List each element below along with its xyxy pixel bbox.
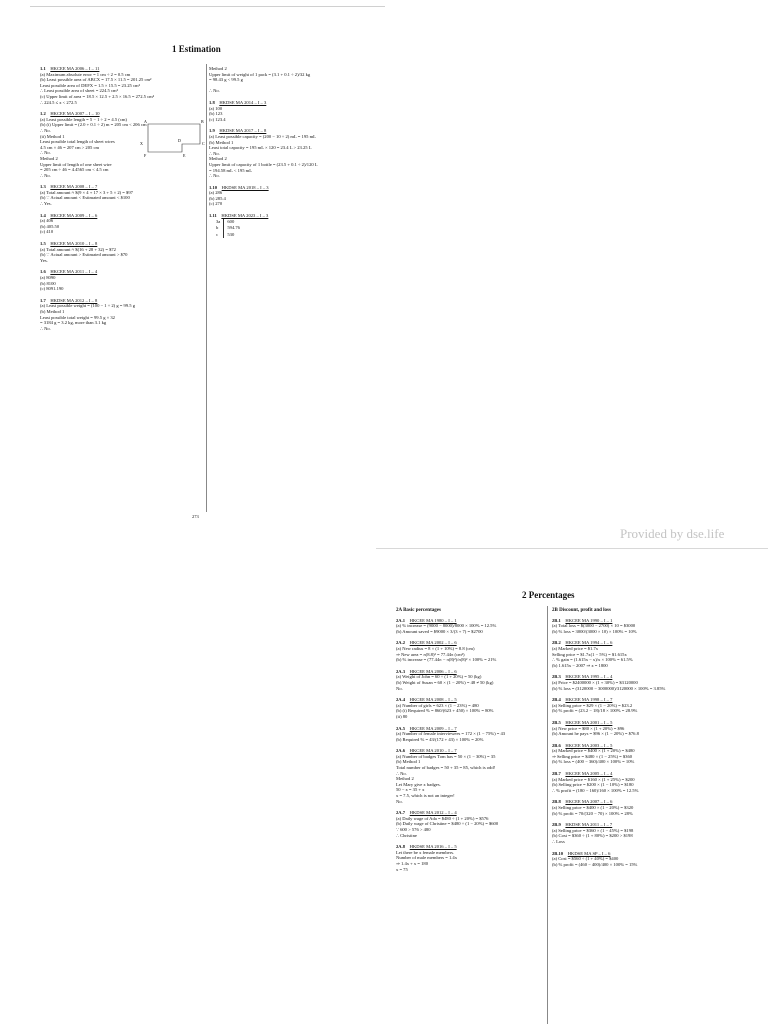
question-source: HKDSE MA 2017 – I – 8 [219, 128, 267, 134]
solution-line: = 194.58 mL < 195 mL [209, 167, 253, 173]
answer-part: b [213, 225, 224, 232]
solution-line: (a) Least possible weight = (100 − 1 ÷ 2) g = 99.5 g [40, 303, 136, 309]
solution-line: ∵ 600 > 576 > 480 [396, 827, 431, 832]
question-source: HKDSE MA 2016 – I – 5 [409, 844, 457, 850]
solution-block [396, 697, 568, 719]
solution-block [209, 66, 379, 94]
solution-line: (c) 410 [40, 229, 54, 235]
solution-line: (b) Amount saved = $9000 × 3/(3 + 7) = $2700 [396, 628, 483, 634]
solution-line: (ii) 80 [396, 713, 408, 719]
question-number: 2A.4 [396, 697, 406, 703]
solution-line: No. [396, 798, 403, 804]
question-number: 2B.6 [552, 742, 561, 748]
solution-line: Least possible area of DEFX = 1.5 × 15.5 = 23.25 cm² [40, 82, 140, 88]
label-b: B [201, 119, 204, 124]
solution-line: (b) Daily wage of Christine = $480 ÷ (1 − 20%) = $600 [396, 821, 499, 827]
sheet-outline [148, 124, 200, 152]
question-number: 1.2 [40, 111, 46, 117]
solution-block [396, 810, 568, 838]
question-number: 2B.3 [552, 674, 561, 680]
solution-block [396, 618, 568, 635]
chapter-title: 1 Estimation [172, 44, 221, 54]
solution-line: (a) Least possible capacity = (200 − 10 ÷ 2) mL = 195 mL [209, 133, 316, 139]
solution-line: ∴ No. [209, 173, 220, 179]
question-source: HKCEE MA 1990 – I – 1 [565, 617, 613, 623]
question-number: 1.10 [209, 184, 218, 190]
page-number: 273 [192, 514, 199, 519]
section-heading-2b: 2B Discount, profit and loss [552, 608, 611, 613]
question-source: HKCEE MA 1980 – I – 1 [409, 617, 457, 623]
solution-line: (b) Method 1 [209, 139, 234, 145]
solution-line: (a) % increase = (9000 − 8000)/8000 × 100% = 12.5% [396, 623, 497, 629]
solution-line: (a) Marked price = $1.7x [552, 645, 599, 651]
column-divider [547, 606, 548, 1024]
solution-line: (b) % profit = (23.2 − 18)/18 × 100% = 28.9% [552, 708, 638, 714]
question-source: HKCEE MA 2002 – I – 6 [409, 640, 457, 646]
solution-line: (a) Cost = $560 ÷ (1 + 40%) = $400 [552, 856, 619, 862]
solution-line: (a) Total loss = $(3000 − 2700) × 10 = $3000 [552, 623, 636, 629]
solution-line: (b) 405.50 [40, 223, 60, 229]
solution-block [40, 213, 208, 235]
solution-line: ⇒ New area = π(8.8)² = 77.44π (cm²) [396, 651, 465, 657]
solution-line: Least possible total length of sheet wires [40, 139, 115, 145]
answer-value: 530 [227, 231, 235, 237]
question-number: 1.3 [40, 184, 46, 190]
question-number: 1.8 [209, 99, 215, 105]
solution-line: (b) 8100 [40, 280, 56, 286]
solution-line: (b) % increase = (77.44π − π(8)²)/π(8)² × 100% = 21% [396, 657, 497, 663]
solution-line: (b) (i) Required % = 860/(623 + 450) × 100% = 80% [396, 708, 494, 714]
solution-line: (a) Price = $2400000 × (1 + 30%) = $3120000 [552, 679, 638, 685]
solution-line: (a) Number of female interviewees = 172 × (1 − 75%) = 43 [396, 731, 506, 737]
solution-line: (b) Selling price = $200 × (1 − 10%) = $180 [552, 782, 634, 788]
solution-line: (a) 100 [209, 105, 223, 111]
answer-row [213, 232, 243, 239]
solution-block [552, 851, 762, 868]
solution-line: (a) 406 [40, 218, 54, 224]
label-d: D [178, 138, 181, 143]
solution-line: (c) 8091.190 [40, 286, 64, 292]
question-source: HKCEE MA 2010 – I – 7 [409, 748, 457, 754]
solution-block [209, 213, 379, 219]
area-diagram [140, 118, 210, 158]
right-column-content [552, 618, 762, 868]
solution-block [209, 185, 379, 207]
label-x: X [140, 141, 143, 146]
solution-block [552, 743, 762, 765]
solution-line: ∴ No. [40, 325, 51, 331]
solution-line: ∴ No. [396, 770, 407, 776]
question-number: 1.9 [209, 128, 215, 134]
question-source: HKCEE MA 1998 – I – 7 [565, 697, 613, 703]
solution-line: x = 7.5, which is not an integer! [396, 793, 455, 799]
solution-line: (a) Selling price = $400 × (1 − 20%) = $320 [552, 805, 634, 811]
solution-block [40, 269, 208, 291]
solution-line: 4.5 cm × 46 = 207 cm > 205 cm [40, 144, 100, 150]
solution-line: (a) 8090 [40, 275, 56, 280]
solution-line: Method 2 [396, 776, 414, 782]
solution-line: = 98.43 g < 99.5 g [209, 77, 243, 83]
solution-line: (a) Selling price = $360 × (1 − 45%) = $198 [552, 827, 634, 833]
solution-line: = 205 cm ÷ 46 = 4.4565 cm < 4.5 cm [40, 167, 109, 173]
question-source: HKCEE MA 2001 – I – 5 [565, 719, 613, 725]
answer-table [213, 219, 243, 239]
solution-line: Selling price = $1.7x(1 − 5%) = $1.615x [552, 651, 627, 657]
solution-block [552, 618, 762, 635]
question-number: 1.6 [40, 269, 46, 275]
solution-block [396, 726, 568, 743]
chapter-title: 2 Percentages [522, 590, 575, 600]
question-number: 2B.1 [552, 617, 561, 623]
solution-line: (a) 286 [209, 190, 223, 196]
question-source: HKDSE MA 2011 – I – 7 [565, 822, 613, 828]
question-source: HKCEE MA 2008 – I – 7 [50, 184, 98, 190]
solution-line: ∴ Least possible area of sheet = 224.5 cm² [40, 88, 118, 94]
page-top-rule [376, 548, 768, 549]
question-number: 2B.4 [552, 697, 561, 703]
question-number: 2B.10 [552, 850, 564, 856]
right-column [552, 608, 762, 867]
question-number: 2A.1 [396, 617, 406, 623]
solution-line: ∴ % profit = (180 − 160)/160 × 100% = 12.5% [552, 787, 639, 793]
solution-line: (b) (i) Upper limit = (2.0 + 0.1 ÷ 2) m = 205 cm < 206 cm [40, 122, 147, 128]
solution-line: (b) % profit = 70/(320 − 70) × 100% = 28% [552, 810, 633, 816]
question-number: 2A.3 [396, 668, 406, 674]
solution-line: (b) Cost = $360 ÷ (1 + 80%) = $200 > $198 [552, 833, 633, 839]
solution-block [396, 844, 568, 872]
solution-line: Least total capacity = 195 mL × 120 = 23.4 L > 23.25 L [209, 145, 312, 151]
solution-line: (c) 123.4 [209, 116, 226, 122]
question-number: 2A.5 [396, 725, 406, 731]
label-a: A [144, 119, 147, 124]
solution-line: ∴ Yes. [40, 201, 52, 207]
solution-line: Method 2 [209, 66, 227, 71]
solution-block [552, 674, 762, 691]
solution-line: Upper limit of capacity of 1 bottle = (23.5 + 0.1 ÷ 2)/120 L [209, 161, 318, 167]
solution-line: Upper limit of weight of 1 pack = (3.1 + 0.1 ÷ 2)/32 kg [209, 71, 311, 77]
question-source: HKCEE MA 2011 – I – 4 [50, 269, 98, 275]
solution-block [552, 720, 762, 737]
question-number: 1.7 [40, 297, 46, 303]
left-column [40, 66, 208, 331]
question-source: HKCEE MA 2006 – I – 6 [409, 668, 457, 674]
question-number: 1.11 [209, 213, 217, 219]
question-source: HKCEE MA 2005 – I – 4 [565, 771, 613, 777]
question-source: HKCEE MA 2008 – I – 5 [409, 697, 457, 703]
question-source: HKCEE MA 2009 – I – 7 [409, 725, 457, 731]
answer-part: 3a [213, 219, 224, 226]
question-number: 2A.8 [396, 844, 406, 850]
solution-line: (b) Required % = 43/(172 + 43) × 100% = 20% [396, 736, 484, 742]
solution-line: (b) Method 1 [40, 308, 65, 314]
question-number: 1.4 [40, 212, 46, 218]
solution-line: (ii) Method 1 [40, 133, 65, 139]
solution-line: (a) Number of badges Tom has = 50 × (1 − 30%) = 35 [396, 753, 496, 759]
question-source: HKCEE MA 1994 – I – 6 [565, 640, 613, 646]
solution-line: Number of male members = 1.4x [396, 855, 458, 861]
solution-line: (b) % loss = (400 − 360)/400 × 100% = 10% [552, 759, 635, 765]
solution-line: (a) Least possible length = 5 − 1 ÷ 2 = 4.5 (cm) [40, 116, 127, 122]
solution-block [552, 799, 762, 816]
solution-block [396, 640, 568, 662]
solution-block [396, 748, 568, 804]
watermark-text: Provided by dse.life [620, 526, 725, 541]
solution-line: ∴ Christine [396, 832, 417, 838]
question-heading [209, 213, 379, 219]
solution-block [209, 128, 379, 178]
solution-line: Method 2 [209, 156, 227, 162]
solution-line: ⇒ Selling price = $480 × (1 − 25%) = $360 [552, 753, 633, 759]
solution-line: (b) % profit = (460 − 400)/400 × 100% = 15% [552, 861, 638, 867]
solution-line: (b) Weight of Susan = 60 × (1 − 20%) = 48 ≠ 50 (kg) [396, 679, 494, 685]
solution-block [40, 298, 208, 332]
solution-block [396, 669, 568, 691]
label-c: C [202, 141, 205, 146]
solution-line: (a) Total amount ≈ $(9 × 4 + 17 × 3 + 5 × 2) = $97 [40, 189, 133, 195]
answer-value: 594.76 [227, 225, 240, 231]
solution-line: (c) Upper limit of area = 18.5 × 12.5 + 2.5 × 16.5 = 272.5 cm² [40, 93, 155, 99]
question-number: 2B.7 [552, 771, 561, 777]
solution-line: ∴ No. [40, 172, 51, 178]
answer-part: c [213, 232, 224, 239]
solution-line: Let there be x female members. [396, 849, 455, 855]
left-column [396, 608, 568, 872]
solution-block [209, 100, 379, 122]
page-percentages [376, 548, 768, 1024]
solution-line: ⇒ 1.4x + x = 180 [396, 860, 428, 866]
question-number: 2B.5 [552, 719, 561, 725]
solution-line: (a) Total amount ≈ $(16 + 28 + 32) = $72 [40, 246, 116, 252]
answer-row [213, 225, 243, 232]
solution-line: (b) ∵ Actual amount > Estimated amount > $70 [40, 252, 128, 258]
solution-line: (b) % loss = (3120000 − 3000000)/3120000 × 100% = 3.85% [552, 685, 666, 691]
solution-block [40, 184, 208, 206]
solution-line: Yes. [40, 257, 48, 263]
solution-block [40, 66, 208, 105]
solution-line: (b) Least possible area of ABCX = 17.5 × 11.5 = 201.25 cm² [40, 77, 152, 83]
solution-line: Upper limit of length of one sheet wire [40, 161, 112, 167]
question-number: 1.1 [40, 66, 46, 71]
solution-block [552, 640, 762, 668]
solution-line: Let Mary give x badges. [396, 781, 441, 787]
question-number: 2A.7 [396, 810, 406, 816]
label-f: F [144, 153, 147, 158]
solution-block [40, 241, 208, 263]
solution-line: (c) 270 [209, 201, 223, 207]
solution-line: (b) 123 [209, 111, 223, 117]
solution-line: (a) Marked price = $400 × (1 + 20%) = $480 [552, 748, 635, 754]
question-source: HKDSE MA SP – I – 6 [567, 850, 611, 856]
solution-line: (a) Maximum absolute error = 1 cm ÷ 2 = 0.5 cm [40, 71, 131, 77]
question-number: 2A.2 [396, 640, 406, 646]
question-source: HKCEE MA 1995 – I – 4 [565, 674, 613, 680]
question-source: HKCEE MA 2007 – I – 10 [50, 111, 100, 117]
solution-line: 50 − x = 35 + x [396, 787, 425, 793]
solution-line: (b) Amount he pays = $96 × (1 − 20%) = $76.8 [552, 731, 639, 737]
solution-line: Total number of badges = 50 + 35 = 85, which is odd! [396, 765, 496, 771]
solution-line: (a) New price = $80 × (1 + 20%) = $96 [552, 725, 625, 731]
solution-block [552, 771, 762, 793]
solution-block [552, 822, 762, 844]
solution-line: x = 75 [396, 866, 408, 872]
solution-line: ∴ No. [209, 150, 220, 156]
question-source: HKDSE MA 2012 – I – 8 [50, 297, 98, 303]
left-column-content [396, 618, 568, 873]
solution-line: ∴ % gain = (1.615x − x)/x × 100% = 61.5% [552, 657, 633, 663]
solution-line: = 3184 g = 3.2 kg, more than 3.1 kg [40, 320, 107, 326]
solution-line: (a) Daily wage of Ada = $480 ÷ (1 + 20%) = $576 [396, 815, 489, 821]
question-source: HKCEE MA 2006 – I – 11 [50, 66, 100, 71]
question-source: HKCEE MA 2009 – I – 6 [50, 212, 98, 218]
question-source: HKCEE MA 2007 – I – 6 [565, 799, 613, 805]
solution-block [552, 697, 762, 714]
question-source: HKDSE MA 2014 – I – 3 [219, 99, 267, 105]
solution-line: ∴ 224.5 ≤ x < 272.5 [40, 99, 77, 105]
question-number: 2B.2 [552, 640, 561, 646]
solution-line: (b) Method 1 [396, 759, 421, 765]
label-e: E [183, 153, 186, 158]
right-column [209, 66, 379, 238]
solution-line: (b) % loss = 3000/(3000 × 10) × 100% = 10% [552, 628, 637, 634]
solution-line: ∴ No. [40, 150, 51, 156]
question-number: 2B.9 [552, 822, 561, 828]
solution-line: (b) 1.615x − 2007 ⇒ x = 1800 [552, 662, 608, 668]
section-heading-2a: 2A Basic percentages [396, 608, 441, 613]
question-number: 1.5 [40, 241, 46, 247]
question-source: HKDSE MA 2018 – I – 3 [221, 184, 269, 190]
solution-line: ∴ No. [209, 88, 220, 94]
question-number: 2B.8 [552, 799, 561, 805]
solution-line: (a) Weight of John = 60 ÷ (1 + 20%) = 50 (kg) [396, 674, 482, 680]
answer-value: 600 [227, 218, 235, 224]
solution-line: (b) ∵ Actual amount < Estimated amount < $100 [40, 195, 130, 201]
page-top-rule [30, 6, 385, 7]
question-source: HKCEE MA 2003 – I – 5 [565, 742, 613, 748]
solution-line: Method 2 [40, 155, 58, 161]
question-source: HKCEE MA 2010 – I – 8 [50, 241, 98, 247]
solution-line: No. [396, 685, 403, 691]
question-number: 2A.6 [396, 748, 406, 754]
solution-line: (a) Selling price = $29 × (1 − 20%) = $23.2 [552, 702, 633, 708]
solution-line: (a) New radius = 8 × (1 + 10%) = 8.8 (cm) [396, 645, 475, 651]
question-source: HKDSE MA 2012 – I – 4 [409, 810, 457, 816]
solution-line: Least possible total weight = 99.5 g × 32 [40, 314, 115, 320]
solution-line: (a) Number of girls = 623 × (1 − 23%) = 480 [396, 702, 479, 708]
solution-line: (b) 285.4 [209, 195, 226, 201]
solution-line: ∴ Loss [552, 839, 565, 844]
page-estimation [30, 0, 385, 528]
solution-line: ∴ No. [40, 127, 51, 133]
solution-line: (a) Marked price = $160 × (1 + 25%) = $200 [552, 776, 635, 782]
question-source: HKDSE MA 2023 – I – 3 [221, 213, 269, 219]
